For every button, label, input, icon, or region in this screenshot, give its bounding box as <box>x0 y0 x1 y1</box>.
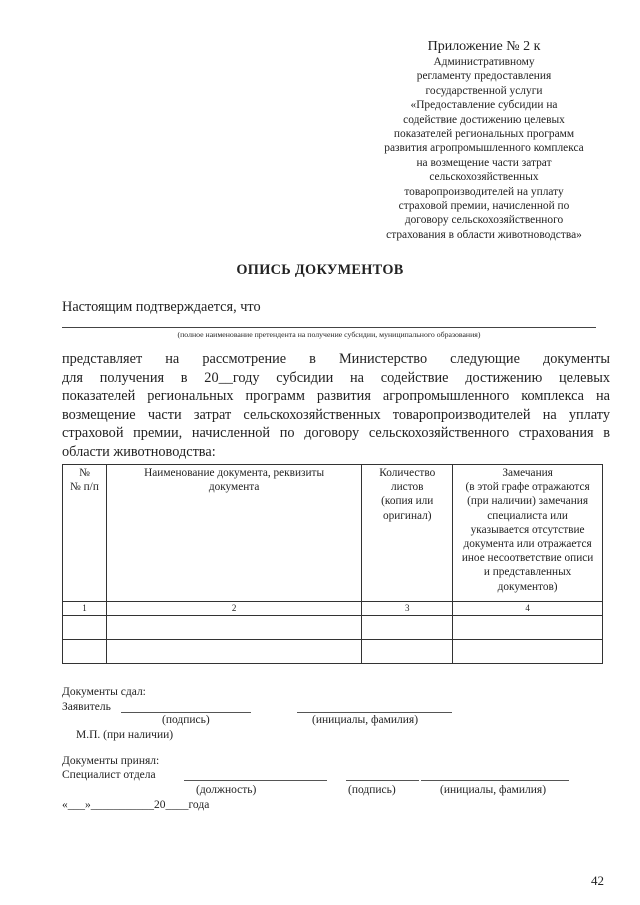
position-caption: (должность) <box>196 784 257 796</box>
appendix-title: Приложение № 2 к <box>427 39 541 54</box>
specialist-signature-line[interactable] <box>346 780 419 781</box>
header-number: № № п/п <box>63 465 107 602</box>
appendix-line: Административному <box>433 56 535 68</box>
appendix-block <box>360 38 608 242</box>
body-text-line: показателей региональных программ развития агропромышленного комплекса на <box>62 388 610 404</box>
table-number-row <box>63 602 603 616</box>
appendix-line: регламенту предоставления <box>416 70 552 83</box>
appendix-line: развития агропромышленного комплекса <box>384 142 584 155</box>
specialist-initials-line[interactable] <box>421 780 569 781</box>
header-remarks: Замечания (в этой графе отражаются (при наличии) замечания специалиста или указывается отсутствие документа или отражается иное несоответствие описи и представленных документов) <box>453 465 603 602</box>
table-header-row <box>63 465 603 602</box>
page-number: 42 <box>591 873 604 888</box>
table-cell[interactable] <box>453 640 603 664</box>
table-cell[interactable] <box>106 640 361 664</box>
table-row <box>63 640 603 664</box>
column-number: 4 <box>453 602 603 616</box>
position-line[interactable] <box>184 780 327 781</box>
signature-caption: (подпись) <box>348 784 396 796</box>
documents-table <box>62 464 603 664</box>
table-cell[interactable] <box>362 616 453 640</box>
appendix-line: страхования в области животноводства» <box>386 228 582 241</box>
initials-caption: (инициалы, фамилия) <box>440 784 547 796</box>
applicant-label: Заявитель <box>62 701 111 713</box>
initials-caption: (инициалы, фамилия) <box>312 714 419 726</box>
body-text-line: страховой премии, начисленной по договору сельскохозяйственного страхования в <box>62 425 610 441</box>
appendix-line: содействие достижению целевых <box>403 113 565 126</box>
appendix-line: на возмещение части затрат <box>416 156 552 169</box>
appendix-line: товаропроизводителей на уплату <box>404 185 564 198</box>
signature-caption: (подпись) <box>162 714 210 726</box>
table-cell[interactable] <box>362 640 453 664</box>
column-number: 2 <box>106 602 361 616</box>
appendix-line: договору сельскохозяйственного <box>404 214 564 227</box>
specialist-label: Специалист отдела <box>62 769 156 781</box>
table-cell[interactable] <box>453 616 603 640</box>
header-document-name: Наименование документа, реквизиты документа <box>106 465 361 602</box>
column-number: 3 <box>362 602 453 616</box>
appendix-line: сельскохозяйственных <box>429 171 539 184</box>
submitted-heading: Документы сдал: <box>62 686 146 698</box>
body-text-line: представляет на рассмотрение в Министерство следующие документы <box>62 351 610 367</box>
accepted-heading: Документы принял: <box>62 755 160 767</box>
document-title: ОПИСЬ ДОКУМЕНТОВ <box>236 262 404 278</box>
body-text-line: для получения в 20__году субсидии на содействие достижению целевых <box>62 369 610 386</box>
appendix-line: страховой премии, начисленной по <box>398 200 570 213</box>
intro-text: Настоящим подтверждается, что <box>62 299 261 315</box>
body-text-line: области животноводства: <box>62 443 216 460</box>
appendix-line: государственной услуги <box>425 84 543 97</box>
appendix-line: показателей региональных программ <box>393 128 575 141</box>
table-cell[interactable] <box>106 616 361 640</box>
applicant-name-caption: (полное наименование претендента на получение субсидии, муниципального образования) <box>177 330 481 339</box>
date-line[interactable]: «___»___________20____года <box>62 799 210 811</box>
table-cell[interactable] <box>63 640 107 664</box>
table-row <box>63 616 603 640</box>
stamp-label: М.П. (при наличии) <box>76 729 174 741</box>
column-number: 1 <box>63 602 107 616</box>
appendix-line: «Предоставление субсидии на <box>410 99 558 112</box>
applicant-name-line[interactable] <box>62 327 596 328</box>
table-cell[interactable] <box>63 616 107 640</box>
body-text-line: возмещение части затрат сельскохозяйственных товаропроизводителей на уплату <box>62 406 610 423</box>
header-sheet-count: Количество листов (копия или оригинал) <box>362 465 453 602</box>
